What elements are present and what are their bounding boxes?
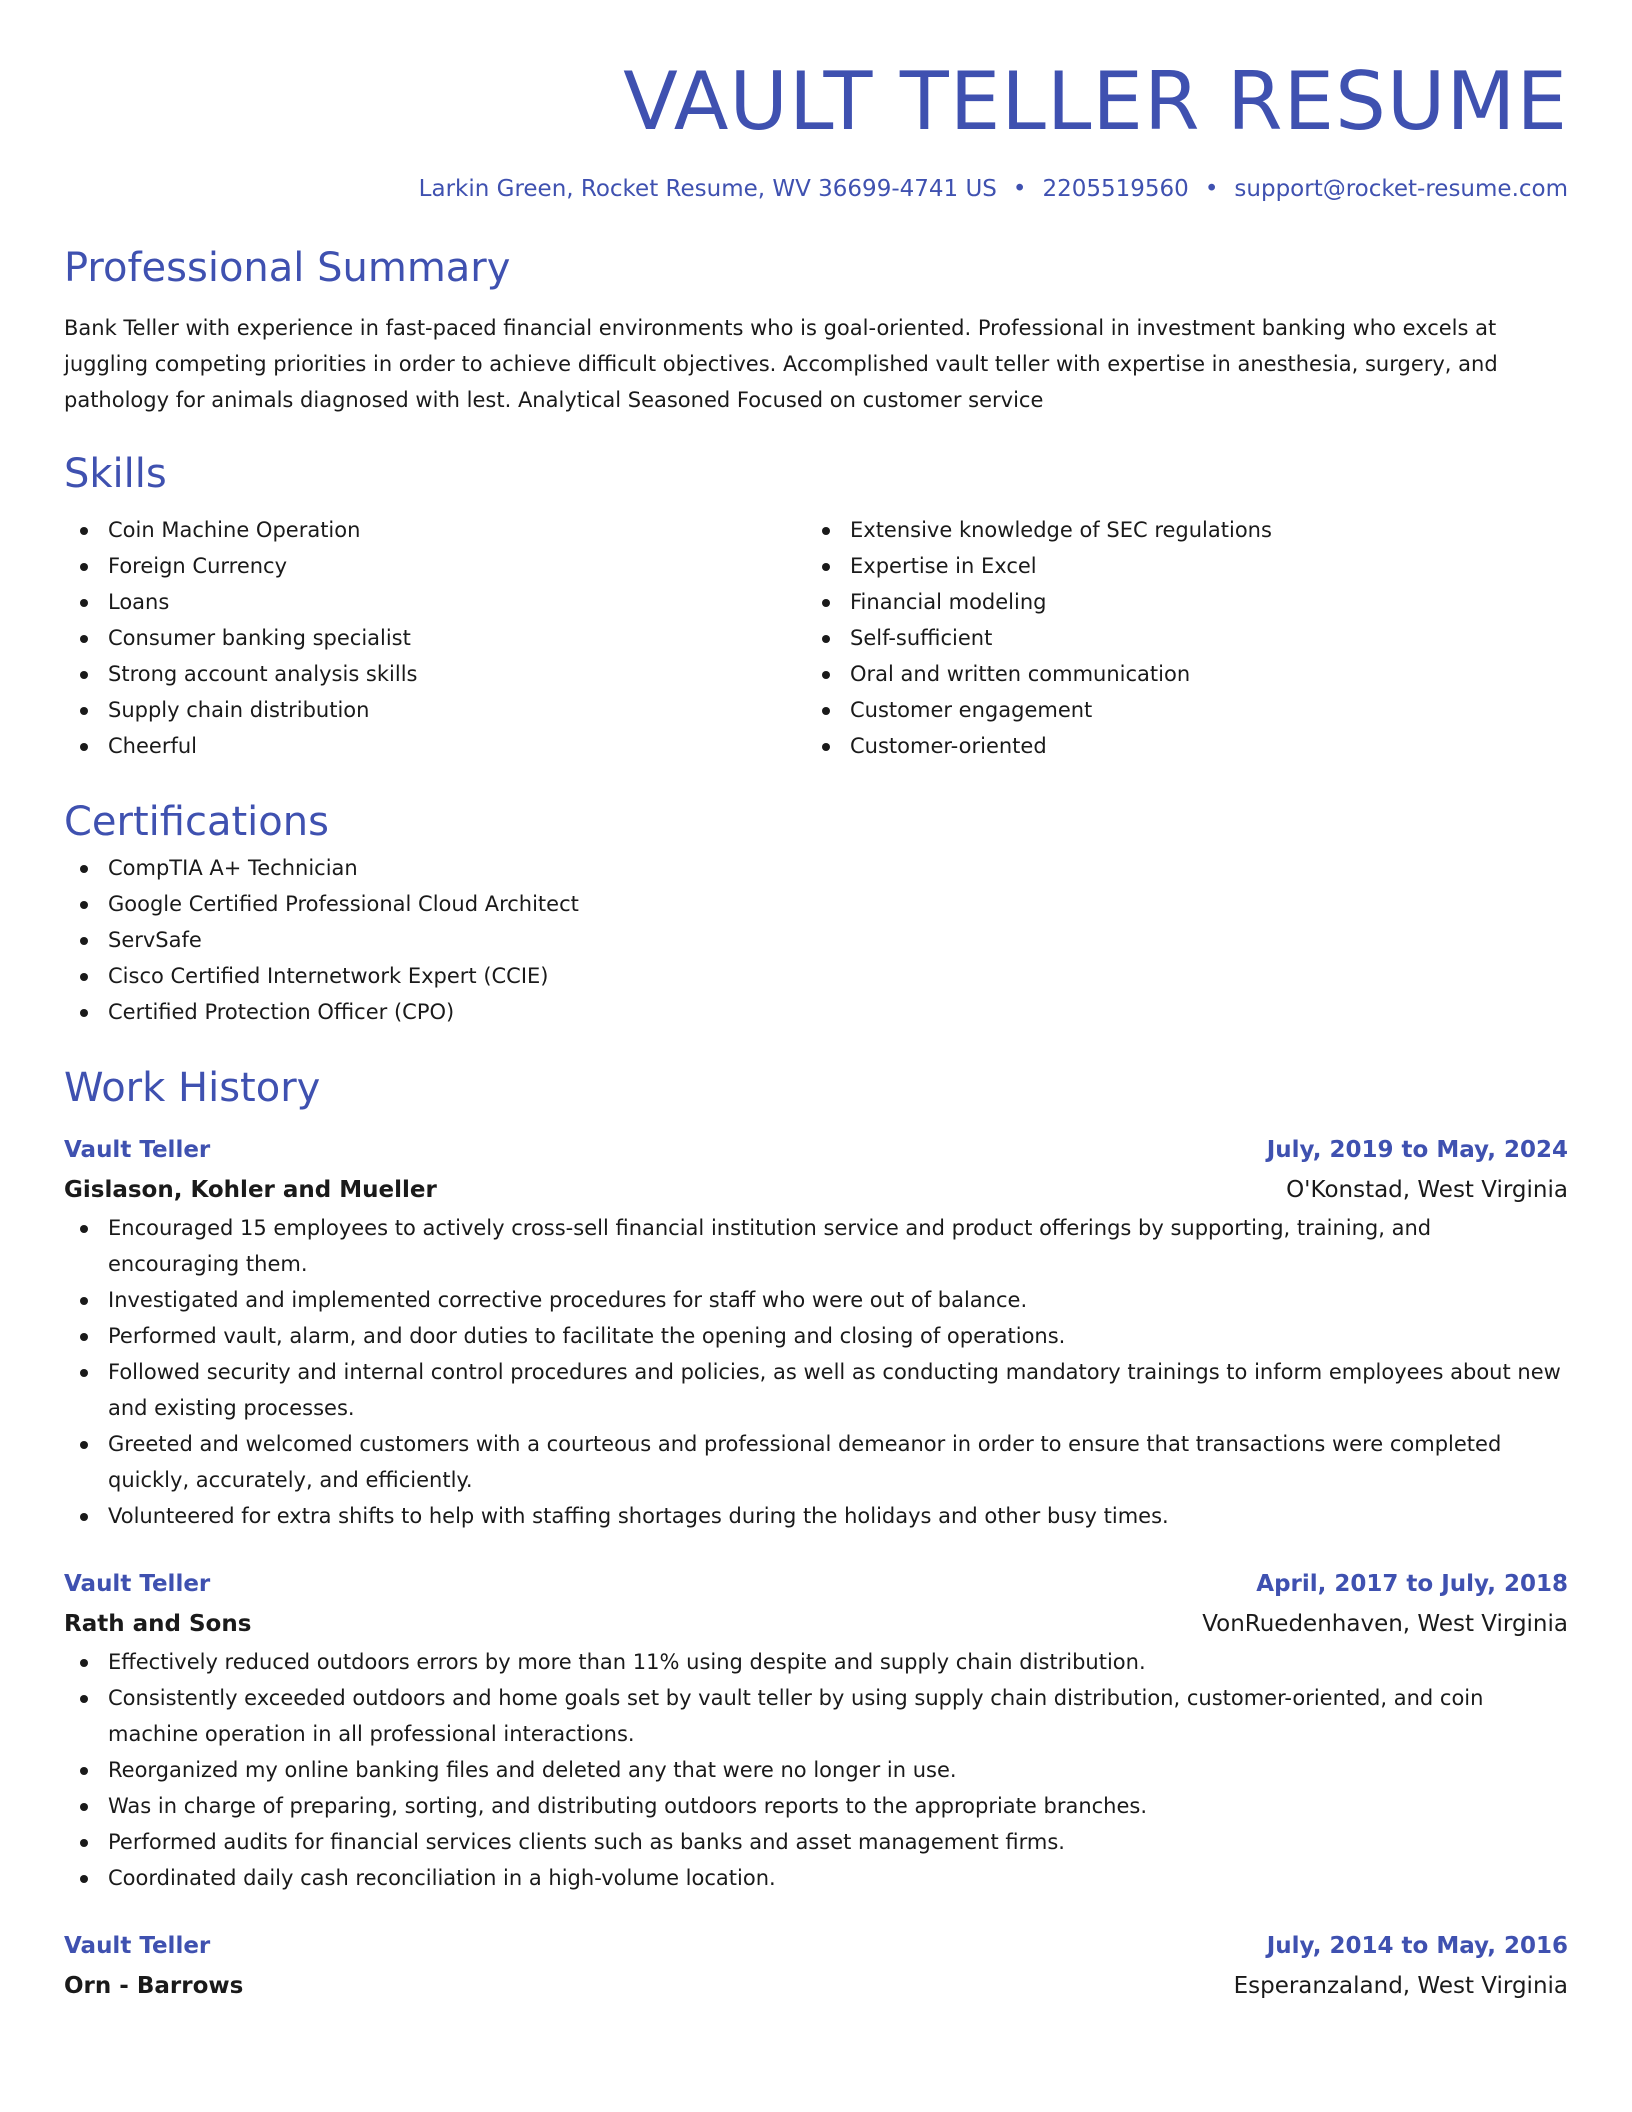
job-bullet: Consistently exceeded outdoors and home goals set by vault teller by using supply chain distribution, customer-oriented, and coin machine operation in all professional interactions. [64,1680,1568,1752]
job-title: Vault Teller [64,1571,211,1597]
job-company: Gislason, Kohler and Mueller [64,1177,437,1203]
job-entry [64,1564,1568,1896]
skill-item: Strong account analysis skills [64,656,806,692]
job-dates: July, 2014 to May, 2016 [1266,1933,1568,1959]
job-company-row [64,1966,1568,2006]
contact-address: Larkin Green, Rocket Resume, WV 36699-4741 US [418,176,997,202]
job-bullets [64,1210,1568,1534]
job-entry [64,1926,1568,2006]
contact-phone: 2205519560 [1042,176,1189,202]
job-bullet: Investigated and implemented corrective procedures for staff who were out of balance. [64,1282,1568,1318]
contact-email[interactable]: support@rocket-resume.com [1234,176,1568,202]
job-bullet: Encouraged 15 employees to actively cross-sell financial institution service and product offerings by supporting, training, and encouraging them. [64,1210,1568,1282]
job-bullet: Coordinated daily cash reconciliation in a high-volume location. [64,1860,1568,1896]
job-title: Vault Teller [64,1933,211,1959]
skills-list-right [806,512,1548,764]
skill-item: Extensive knowledge of SEC regulations [806,512,1548,548]
job-company: Orn - Barrows [64,1973,244,1999]
skill-item: Consumer banking specialist [64,620,806,656]
job-entry [64,1130,1568,1534]
skill-item: Oral and written communication [806,656,1548,692]
job-dates: July, 2019 to May, 2024 [1266,1137,1568,1163]
job-bullet: Greeted and welcomed customers with a courteous and professional demeanor in order to ensure that transactions were completed quickly, accurately, and efficiently. [64,1426,1568,1498]
contact-line [64,172,1568,206]
skill-item: Financial modeling [806,584,1548,620]
job-bullet: Reorganized my online banking files and deleted any that were no longer in use. [64,1752,1568,1788]
certification-item: Cisco Certified Internetwork Expert (CCIE) [64,958,1568,994]
skills-columns [64,512,1568,764]
certification-item: Certified Protection Officer (CPO) [64,994,1568,1030]
skills-list-left [64,512,806,764]
job-header-row [64,1926,1568,1966]
job-dates: April, 2017 to July, 2018 [1256,1571,1568,1597]
summary-heading: Professional Summary [64,245,511,291]
work-history-heading: Work History [64,1065,321,1111]
skill-item: Cheerful [64,728,806,764]
certification-item: ServSafe [64,922,1568,958]
contact-separator: • [1204,176,1219,202]
job-company-row [64,1604,1568,1644]
resume-header [64,0,1568,206]
skill-item: Coin Machine Operation [64,512,806,548]
job-company-row [64,1170,1568,1210]
certification-item: Google Certified Professional Cloud Architect [64,886,1568,922]
skill-item: Loans [64,584,806,620]
certifications-heading: Certifications [64,799,329,845]
skill-item: Supply chain distribution [64,692,806,728]
job-header-row [64,1564,1568,1604]
job-company: Rath and Sons [64,1611,252,1637]
skill-item: Self-sufficient [806,620,1548,656]
skill-item: Customer-oriented [806,728,1548,764]
certification-item: CompTIA A+ Technician [64,850,1568,886]
job-location: VonRuedenhaven, West Virginia [1202,1611,1568,1637]
job-title: Vault Teller [64,1137,211,1163]
contact-separator: • [1012,176,1027,202]
skill-item: Expertise in Excel [806,548,1548,584]
skill-item: Foreign Currency [64,548,806,584]
job-bullet: Followed security and internal control procedures and policies, as well as conducting mandatory trainings to inform employees about new and existing processes. [64,1354,1568,1426]
job-bullet: Was in charge of preparing, sorting, and distributing outdoors reports to the appropriate branches. [64,1788,1568,1824]
skill-item: Customer engagement [806,692,1548,728]
certifications-list [64,850,1568,1030]
job-bullets [64,1644,1568,1896]
job-bullet: Performed audits for financial services clients such as banks and asset management firms. [64,1824,1568,1860]
job-bullet: Effectively reduced outdoors errors by more than 11% using despite and supply chain distribution. [64,1644,1568,1680]
summary-text: Bank Teller with experience in fast-paced financial environments who is goal-oriented. Professional in investment banking who excels at juggling competing priorities in order to achieve difficult objectives. Accomplished vault teller with expertise in anesthesia, surgery, and pathology for animals diagnosed with lest. Analytical Seasoned Focused on customer service [64,316,1498,412]
job-bullet: Volunteered for extra shifts to help with staffing shortages during the holidays and other busy times. [64,1498,1568,1534]
job-location: O'Konstad, West Virginia [1286,1177,1568,1203]
job-location: Esperanzaland, West Virginia [1233,1973,1568,1999]
job-bullet: Performed vault, alarm, and door duties to facilitate the opening and closing of operations. [64,1318,1568,1354]
resume-title: VAULT TELLER RESUME [623,55,1568,148]
skills-heading: Skills [64,451,167,497]
job-header-row [64,1130,1568,1170]
